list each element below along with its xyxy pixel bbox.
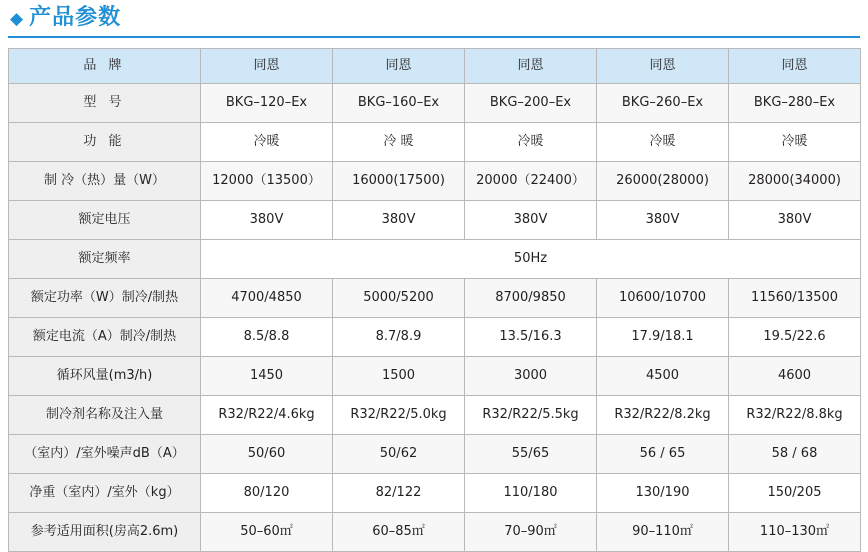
table-row — [9, 201, 861, 240]
row-cell: 8700/9850 — [465, 279, 597, 318]
row-cell: 380V — [333, 201, 465, 240]
row-cell: 1500 — [333, 357, 465, 396]
table-row — [9, 123, 861, 162]
row-cell: BKG–200–Ex — [465, 84, 597, 123]
row-label: 额定功率（W）制冷/制热 — [9, 279, 201, 318]
row-cell: 110–130㎡ — [729, 513, 861, 552]
title-divider — [8, 36, 860, 38]
row-cell: 冷暖 — [201, 123, 333, 162]
row-cell: 70–90㎡ — [465, 513, 597, 552]
spec-table — [8, 48, 861, 552]
row-label: 型 号 — [9, 84, 201, 123]
row-cell: 28000(34000) — [729, 162, 861, 201]
row-cell-merged: 50Hz — [201, 240, 861, 279]
row-label: 功 能 — [9, 123, 201, 162]
page-title: 产品参数 — [29, 5, 122, 30]
row-cell: BKG–120–Ex — [201, 84, 333, 123]
row-cell: 8.7/8.9 — [333, 318, 465, 357]
diamond-icon: ◆ — [10, 8, 24, 29]
row-cell: R32/R22/5.5kg — [465, 396, 597, 435]
row-label: 额定电流（A）制冷/制热 — [9, 318, 201, 357]
row-cell: 1450 — [201, 357, 333, 396]
row-cell: 4600 — [729, 357, 861, 396]
row-cell: 10600/10700 — [597, 279, 729, 318]
row-label: 净重（室内）/室外（kg） — [9, 474, 201, 513]
row-cell: 50/62 — [333, 435, 465, 474]
row-cell: R32/R22/5.0kg — [333, 396, 465, 435]
row-cell: 80/120 — [201, 474, 333, 513]
table-row — [9, 357, 861, 396]
table-row — [9, 513, 861, 552]
row-cell: 380V — [729, 201, 861, 240]
row-cell: 17.9/18.1 — [597, 318, 729, 357]
row-cell: 150/205 — [729, 474, 861, 513]
row-cell: 同恩 — [201, 49, 333, 84]
table-row — [9, 435, 861, 474]
row-cell: 50/60 — [201, 435, 333, 474]
row-cell: 12000（13500） — [201, 162, 333, 201]
row-cell: 380V — [201, 201, 333, 240]
row-cell: 11560/13500 — [729, 279, 861, 318]
row-cell: R32/R22/8.8kg — [729, 396, 861, 435]
row-label: （室内）/室外噪声dB（A） — [9, 435, 201, 474]
row-cell: 同恩 — [333, 49, 465, 84]
table-row — [9, 84, 861, 123]
row-cell: 同恩 — [597, 49, 729, 84]
row-cell: 冷 暖 — [333, 123, 465, 162]
table-row — [9, 240, 861, 279]
row-cell: BKG–260–Ex — [597, 84, 729, 123]
row-label: 循环风量(m3/h) — [9, 357, 201, 396]
table-row — [9, 279, 861, 318]
row-cell: 26000(28000) — [597, 162, 729, 201]
row-cell: 20000（22400） — [465, 162, 597, 201]
row-label: 参考适用面积(房高2.6m) — [9, 513, 201, 552]
row-cell: 冷暖 — [465, 123, 597, 162]
row-cell: 60–85㎡ — [333, 513, 465, 552]
row-cell: 8.5/8.8 — [201, 318, 333, 357]
section-title — [0, 0, 868, 34]
row-cell: R32/R22/4.6kg — [201, 396, 333, 435]
row-label: 制冷剂名称及注入量 — [9, 396, 201, 435]
row-cell: 5000/5200 — [333, 279, 465, 318]
row-cell: 4700/4850 — [201, 279, 333, 318]
row-cell: 82/122 — [333, 474, 465, 513]
table-row — [9, 474, 861, 513]
row-cell: 56 / 65 — [597, 435, 729, 474]
row-cell: 58 / 68 — [729, 435, 861, 474]
row-label: 制 冷（热）量（W） — [9, 162, 201, 201]
row-cell: 50–60㎡ — [201, 513, 333, 552]
table-row — [9, 49, 861, 84]
spec-table-wrap — [8, 48, 860, 552]
row-cell: 同恩 — [729, 49, 861, 84]
row-cell: 55/65 — [465, 435, 597, 474]
row-label: 额定频率 — [9, 240, 201, 279]
row-cell: BKG–280–Ex — [729, 84, 861, 123]
row-cell: 130/190 — [597, 474, 729, 513]
row-cell: BKG–160–Ex — [333, 84, 465, 123]
row-cell: 90–110㎡ — [597, 513, 729, 552]
row-cell: 4500 — [597, 357, 729, 396]
row-cell: 110/180 — [465, 474, 597, 513]
row-cell: 冷暖 — [729, 123, 861, 162]
row-label: 品 牌 — [9, 49, 201, 84]
table-row — [9, 318, 861, 357]
row-cell: 同恩 — [465, 49, 597, 84]
row-cell: 13.5/16.3 — [465, 318, 597, 357]
row-cell: 380V — [597, 201, 729, 240]
row-cell: 380V — [465, 201, 597, 240]
row-cell: 19.5/22.6 — [729, 318, 861, 357]
row-cell: 16000(17500) — [333, 162, 465, 201]
row-cell: 冷暖 — [597, 123, 729, 162]
row-cell: R32/R22/8.2kg — [597, 396, 729, 435]
table-row — [9, 162, 861, 201]
table-row — [9, 396, 861, 435]
row-cell: 3000 — [465, 357, 597, 396]
row-label: 额定电压 — [9, 201, 201, 240]
